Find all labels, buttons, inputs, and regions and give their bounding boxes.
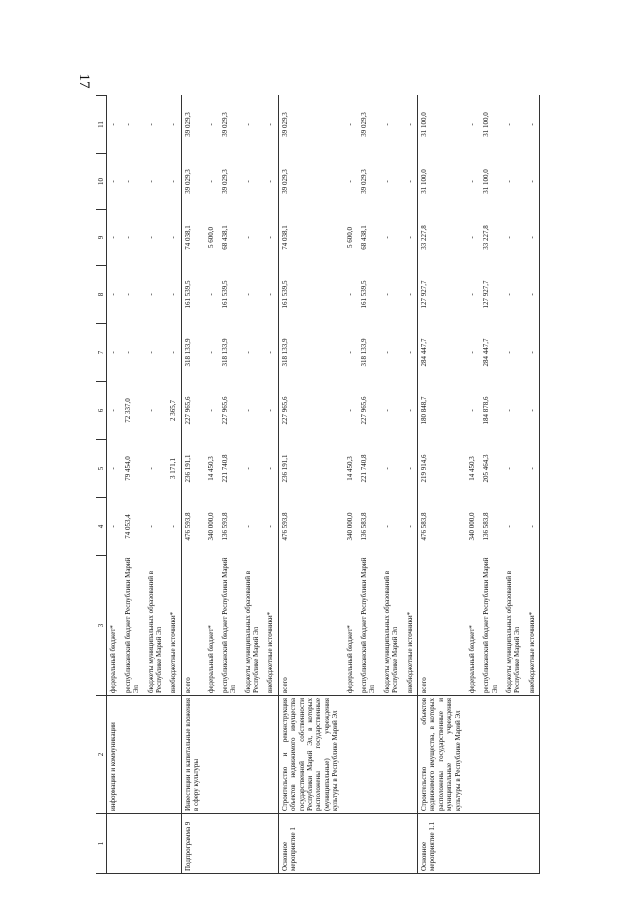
value-cell: - bbox=[166, 210, 181, 266]
value-cell: - bbox=[123, 236, 132, 239]
program-name-cell: Инвестиции и капитальные вложения в сферу культуры bbox=[181, 696, 203, 814]
table-row bbox=[465, 96, 479, 874]
value-cell: - bbox=[382, 467, 391, 470]
value-cell: 318 133,9 bbox=[280, 338, 289, 367]
empty-cell bbox=[525, 814, 540, 874]
value-cell: 33 227,8 bbox=[482, 225, 491, 250]
column-number-5: 5 bbox=[96, 440, 107, 498]
table-row bbox=[218, 96, 241, 874]
value-cell: 74 038,1 bbox=[183, 225, 192, 250]
value-cell: - bbox=[382, 236, 391, 239]
value-cell: 284 447,7 bbox=[419, 338, 428, 367]
value-cell: - bbox=[505, 467, 514, 470]
empty-cell bbox=[465, 814, 479, 874]
value-cell: 68 438,1 bbox=[359, 225, 368, 250]
funding-source-cell: республиканский бюджет Республики Марий Эл bbox=[220, 557, 238, 693]
value-cell: - bbox=[146, 525, 155, 528]
value-cell: 2 365,7 bbox=[166, 382, 181, 440]
value-cell: - bbox=[166, 266, 181, 324]
value-cell: 136 593,8 bbox=[220, 512, 229, 541]
value-cell: - bbox=[109, 293, 118, 296]
value-cell: - bbox=[382, 293, 391, 296]
funding-source-cell: федеральный бюджет* bbox=[467, 625, 476, 693]
value-cell: 31 100,0 bbox=[419, 169, 428, 194]
value-cell: 14 450,3 bbox=[467, 456, 476, 481]
value-cell: - bbox=[146, 123, 155, 126]
empty-cell bbox=[121, 814, 144, 874]
column-number-3: 3 bbox=[96, 556, 107, 696]
funding-source-cell: всего bbox=[183, 677, 192, 693]
value-cell: 318 133,9 bbox=[183, 338, 192, 367]
value-cell: - bbox=[525, 382, 540, 440]
value-cell: - bbox=[382, 525, 391, 528]
value-cell: - bbox=[263, 324, 278, 382]
value-cell: - bbox=[166, 96, 181, 154]
column-number-1: 1 bbox=[96, 814, 107, 874]
value-cell: 39 029,3 bbox=[183, 169, 192, 194]
program-name-cell: Строительство и реконструкция объектов недвижимого имущества государственной собственности Республики Марий Эл, в которых расположены государственные (муниципальные) учреждения культуры в Республике Марий Эл bbox=[278, 696, 342, 814]
value-cell: - bbox=[146, 180, 155, 183]
value-cell: 39 029,3 bbox=[220, 112, 229, 137]
table-row bbox=[357, 96, 380, 874]
table-row bbox=[525, 96, 540, 874]
column-number-8: 8 bbox=[96, 266, 107, 324]
table-row bbox=[181, 96, 203, 874]
value-cell: 221 740,8 bbox=[359, 454, 368, 483]
value-cell: 318 133,9 bbox=[359, 338, 368, 367]
value-cell: - bbox=[403, 266, 418, 324]
empty-cell bbox=[144, 814, 167, 874]
value-cell: 205 464,3 bbox=[482, 454, 491, 483]
value-cell: - bbox=[243, 293, 252, 296]
value-cell: - bbox=[263, 440, 278, 498]
value-cell: 476 593,8 bbox=[183, 512, 192, 541]
funding-source-cell: всего bbox=[280, 677, 289, 693]
value-cell: - bbox=[403, 96, 418, 154]
value-cell: 136 583,8 bbox=[359, 512, 368, 541]
value-cell: - bbox=[206, 123, 215, 126]
page-number: 17 bbox=[76, 73, 92, 89]
table-row bbox=[343, 96, 357, 874]
value-cell: - bbox=[403, 498, 418, 556]
value-cell: 476 583,8 bbox=[419, 512, 428, 541]
funding-source-cell: бюджеты муниципальных образований в Республике Марий Эл bbox=[382, 570, 400, 693]
value-cell: - bbox=[166, 324, 181, 382]
value-cell: - bbox=[263, 210, 278, 266]
value-cell: - bbox=[467, 293, 476, 296]
value-cell: - bbox=[382, 409, 391, 412]
table-row bbox=[417, 96, 464, 874]
funding-source-cell: федеральный бюджет* bbox=[206, 625, 215, 693]
value-cell: - bbox=[243, 351, 252, 354]
empty-cell bbox=[357, 814, 380, 874]
funding-source-cell: республиканский бюджет Республики Марий Эл bbox=[482, 557, 499, 693]
value-cell: - bbox=[505, 351, 514, 354]
value-cell: - bbox=[525, 324, 540, 382]
value-cell: 161 539,5 bbox=[220, 280, 229, 309]
value-cell: 236 191,1 bbox=[280, 454, 289, 483]
value-cell: 72 337,0 bbox=[123, 398, 132, 423]
value-cell: - bbox=[263, 266, 278, 324]
empty-cell bbox=[263, 696, 278, 814]
value-cell: - bbox=[243, 467, 252, 470]
empty-cell bbox=[502, 814, 525, 874]
empty-cell bbox=[403, 814, 418, 874]
value-cell: 161 539,5 bbox=[183, 280, 192, 309]
value-cell: - bbox=[467, 180, 476, 183]
value-cell: 227 965,6 bbox=[183, 396, 192, 425]
value-cell: - bbox=[263, 498, 278, 556]
empty-cell bbox=[479, 696, 502, 814]
value-cell: 340 000,0 bbox=[345, 512, 354, 541]
table-row bbox=[278, 96, 342, 874]
value-cell: - bbox=[206, 293, 215, 296]
value-cell: - bbox=[146, 409, 155, 412]
funding-table bbox=[96, 95, 540, 874]
value-cell: 340 000,0 bbox=[206, 512, 215, 541]
value-cell: - bbox=[382, 351, 391, 354]
table-row bbox=[403, 96, 418, 874]
value-cell: - bbox=[345, 293, 354, 296]
value-cell: - bbox=[525, 266, 540, 324]
value-cell: 227 965,6 bbox=[220, 396, 229, 425]
value-cell: - bbox=[525, 210, 540, 266]
column-number-4: 4 bbox=[96, 498, 107, 556]
table-row bbox=[121, 96, 144, 874]
funding-source-cell: республиканский бюджет Республики Марий Эл bbox=[123, 557, 141, 693]
value-cell: 127 927,7 bbox=[419, 280, 428, 309]
column-number-9: 9 bbox=[96, 210, 107, 266]
value-cell: - bbox=[505, 236, 514, 239]
value-cell: 79 454,0 bbox=[123, 456, 132, 481]
value-cell: 74 053,4 bbox=[123, 514, 132, 539]
value-cell: 31 100,0 bbox=[482, 169, 491, 194]
value-cell: 31 100,0 bbox=[419, 112, 428, 137]
funding-source-cell: бюджеты муниципальных образований в Республике Марий Эл bbox=[146, 570, 163, 693]
value-cell: - bbox=[403, 324, 418, 382]
value-cell: 39 029,3 bbox=[280, 169, 289, 194]
table-row bbox=[107, 96, 121, 874]
funding-source-cell: республиканский бюджет Республики Марий Эл bbox=[359, 557, 377, 693]
empty-cell bbox=[343, 696, 357, 814]
empty-cell bbox=[357, 696, 380, 814]
value-cell: 318 133,9 bbox=[220, 338, 229, 367]
value-cell: 3 171,1 bbox=[166, 440, 181, 498]
value-cell: - bbox=[345, 409, 354, 412]
value-cell: - bbox=[263, 382, 278, 440]
value-cell: - bbox=[123, 180, 132, 183]
value-cell: - bbox=[146, 467, 155, 470]
table-row bbox=[204, 96, 218, 874]
empty-cell bbox=[380, 814, 403, 874]
funding-source-cell: внебюджетные источники* bbox=[403, 556, 418, 696]
value-cell: - bbox=[123, 293, 132, 296]
value-cell: - bbox=[505, 525, 514, 528]
value-cell: - bbox=[206, 351, 215, 354]
value-cell: - bbox=[505, 180, 514, 183]
value-cell: 39 029,3 bbox=[359, 112, 368, 137]
value-cell: - bbox=[345, 123, 354, 126]
empty-cell bbox=[343, 814, 357, 874]
program-id-cell: Подпрограмма 9 bbox=[181, 814, 203, 874]
value-cell: - bbox=[403, 210, 418, 266]
value-cell: 227 965,6 bbox=[280, 396, 289, 425]
funding-source-cell: бюджеты муниципальных образований в Республике Марий Эл bbox=[243, 570, 261, 693]
empty-cell bbox=[204, 814, 218, 874]
value-cell: - bbox=[345, 351, 354, 354]
table-row bbox=[479, 96, 502, 874]
value-cell: - bbox=[505, 123, 514, 126]
table-row bbox=[263, 96, 278, 874]
empty-cell bbox=[241, 696, 264, 814]
value-cell: 39 029,3 bbox=[359, 169, 368, 194]
table-row bbox=[241, 96, 264, 874]
value-cell: 39 029,3 bbox=[220, 169, 229, 194]
funding-source-cell: всего bbox=[419, 677, 428, 693]
empty-cell bbox=[263, 814, 278, 874]
table-row bbox=[144, 96, 167, 874]
value-cell: - bbox=[146, 351, 155, 354]
empty-cell bbox=[121, 696, 144, 814]
table-body bbox=[107, 96, 540, 874]
value-cell: - bbox=[109, 180, 118, 183]
column-number-11: 11 bbox=[96, 96, 107, 154]
value-cell: 161 539,5 bbox=[359, 280, 368, 309]
value-cell: 221 740,8 bbox=[220, 454, 229, 483]
empty-cell bbox=[465, 696, 479, 814]
value-cell: - bbox=[109, 525, 118, 528]
value-cell: - bbox=[243, 236, 252, 239]
value-cell: - bbox=[146, 293, 155, 296]
column-number-10: 10 bbox=[96, 154, 107, 210]
value-cell: 5 600,0 bbox=[206, 227, 215, 248]
program-name-cell: информации и коммуникации bbox=[107, 696, 121, 814]
value-cell: - bbox=[206, 180, 215, 183]
value-cell: - bbox=[525, 96, 540, 154]
value-cell: - bbox=[109, 467, 118, 470]
value-cell: 227 965,6 bbox=[359, 396, 368, 425]
value-cell: - bbox=[109, 351, 118, 354]
value-cell: - bbox=[263, 96, 278, 154]
value-cell: - bbox=[403, 154, 418, 210]
value-cell: - bbox=[243, 123, 252, 126]
value-cell: - bbox=[505, 409, 514, 412]
funding-source-cell: внебюджетные источники* bbox=[263, 556, 278, 696]
empty-cell bbox=[380, 696, 403, 814]
value-cell: 219 914,6 bbox=[419, 454, 428, 483]
funding-source-cell: внебюджетные источники* bbox=[166, 556, 181, 696]
empty-cell bbox=[144, 696, 167, 814]
empty-cell bbox=[166, 696, 181, 814]
table-row bbox=[166, 96, 181, 874]
table-row bbox=[502, 96, 525, 874]
value-cell: 136 583,8 bbox=[482, 512, 491, 541]
value-cell: 14 450,3 bbox=[345, 456, 354, 481]
value-cell: - bbox=[109, 236, 118, 239]
value-cell: - bbox=[243, 180, 252, 183]
value-cell: - bbox=[243, 525, 252, 528]
value-cell: - bbox=[123, 123, 132, 126]
value-cell: - bbox=[206, 409, 215, 412]
value-cell: 236 191,1 bbox=[183, 454, 192, 483]
program-id-cell: Основное мероприятие 1.1 bbox=[417, 814, 464, 874]
value-cell: - bbox=[109, 123, 118, 126]
value-cell: 161 539,5 bbox=[280, 280, 289, 309]
value-cell: 184 878,6 bbox=[482, 396, 491, 425]
value-cell: - bbox=[382, 180, 391, 183]
value-cell: 74 038,1 bbox=[280, 225, 289, 250]
value-cell: 284 447,7 bbox=[482, 338, 491, 367]
column-number-row bbox=[96, 96, 107, 874]
value-cell: - bbox=[403, 440, 418, 498]
value-cell: 39 029,3 bbox=[183, 112, 192, 137]
program-name-cell: Строительство объектов недвижимого имущества, в которых расположены государственные и муниципальные учреждения культуры в Республике Марий Эл bbox=[417, 696, 464, 814]
value-cell: - bbox=[467, 351, 476, 354]
value-cell: 5 600,0 bbox=[345, 227, 354, 248]
empty-cell bbox=[218, 696, 241, 814]
empty-cell bbox=[166, 814, 181, 874]
empty-cell bbox=[525, 696, 540, 814]
value-cell: - bbox=[146, 236, 155, 239]
funding-source-cell: федеральный бюджет* bbox=[345, 625, 354, 693]
value-cell: 33 227,8 bbox=[419, 225, 428, 250]
value-cell: - bbox=[467, 409, 476, 412]
column-number-6: 6 bbox=[96, 382, 107, 440]
funding-source-cell: федеральный бюджет* bbox=[109, 625, 118, 693]
value-cell: - bbox=[525, 498, 540, 556]
value-cell: 68 438,1 bbox=[220, 225, 229, 250]
value-cell: 180 848,7 bbox=[419, 396, 428, 425]
rotated-table-sheet bbox=[96, 96, 540, 874]
value-cell: - bbox=[382, 123, 391, 126]
funding-source-cell: бюджеты муниципальных образований в Республике Марий Эл bbox=[505, 570, 522, 693]
column-number-7: 7 bbox=[96, 324, 107, 382]
empty-cell bbox=[403, 696, 418, 814]
value-cell: 127 927,7 bbox=[482, 280, 491, 309]
empty-cell bbox=[241, 814, 264, 874]
value-cell: - bbox=[345, 180, 354, 183]
value-cell: - bbox=[243, 409, 252, 412]
value-cell: 31 100,0 bbox=[482, 112, 491, 137]
empty-cell bbox=[502, 696, 525, 814]
empty-cell bbox=[218, 814, 241, 874]
value-cell: - bbox=[467, 236, 476, 239]
value-cell: - bbox=[123, 351, 132, 354]
value-cell: 340 000,0 bbox=[467, 512, 476, 541]
value-cell: - bbox=[525, 154, 540, 210]
value-cell: 476 593,8 bbox=[280, 512, 289, 541]
value-cell: - bbox=[263, 154, 278, 210]
program-id-cell: Основное мероприятие 1 bbox=[278, 814, 342, 874]
value-cell: 14 450,3 bbox=[206, 456, 215, 481]
funding-source-cell: внебюджетные источники* bbox=[525, 556, 540, 696]
value-cell: - bbox=[166, 498, 181, 556]
empty-cell bbox=[479, 814, 502, 874]
value-cell: - bbox=[403, 382, 418, 440]
table-row bbox=[380, 96, 403, 874]
value-cell: - bbox=[166, 154, 181, 210]
empty-cell bbox=[204, 696, 218, 814]
value-cell: - bbox=[109, 409, 118, 412]
column-number-2: 2 bbox=[96, 696, 107, 814]
value-cell: - bbox=[525, 440, 540, 498]
value-cell: 39 029,3 bbox=[280, 112, 289, 137]
value-cell: - bbox=[505, 293, 514, 296]
value-cell: - bbox=[467, 123, 476, 126]
program-id-cell bbox=[107, 814, 121, 874]
